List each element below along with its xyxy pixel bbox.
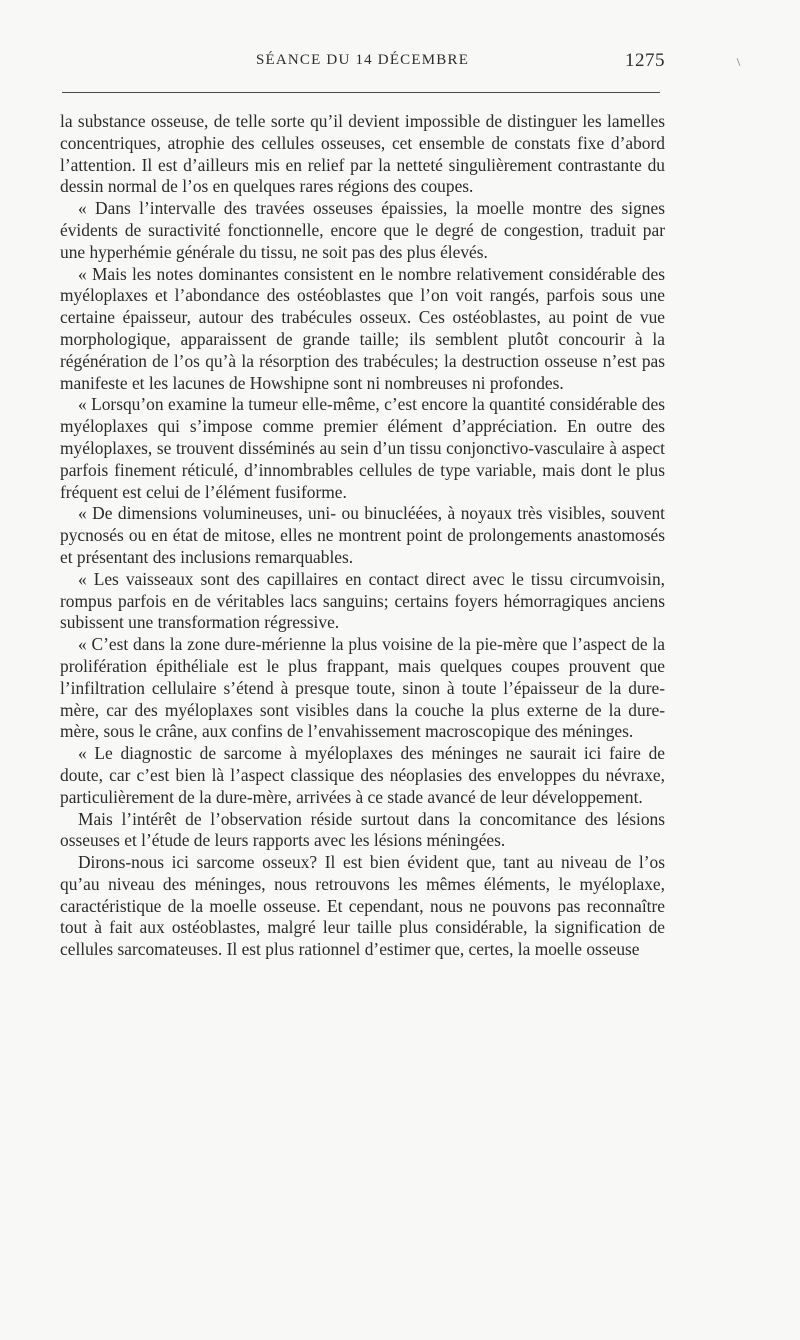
paragraph: « C’est dans la zone dure-mérienne la plus voisine de la pie-mère que l’aspect de la prolifération épithéliale est le plus frappant, mais quelques coupes prouvent que l’infiltration cellulaire s’étend à presque toute, sinon à toute l’épaisseur de la dure-mère, car des myéloplaxes sont visibles dans la couche la plus externe de la dure-mère, sous le crâne, aux confins de l’envahissement macroscopique des méninges. xyxy=(60,634,665,742)
paragraph: « De dimensions volumineuses, uni- ou binucléées, à noyaux très visibles, souvent pycnosés ou en état de mitose, elles ne montrent point de prolongements anastomosés et présentant des inclusions remarquables. xyxy=(60,503,665,567)
running-head xyxy=(60,50,665,74)
paragraph: Mais l’intérêt de l’observation réside surtout dans la concomitance des lésions osseuses et l’étude de leurs rapports avec les lésions méningées. xyxy=(60,808,665,851)
paragraph: « Dans l’intervalle des travées osseuses épaissies, la moelle montre des signes évidents de suractivité fonctionnelle, encore que le degré de congestion, traduit par une hyperhémie générale du tissu, ne soit pas des plus élevés. xyxy=(60,198,665,262)
body-text xyxy=(60,111,665,961)
scan-mark xyxy=(737,58,741,66)
header-rule xyxy=(62,92,660,93)
paragraph: Dirons-nous ici sarcome osseux? Il est bien évident que, tant au niveau de l’os qu’au niveau des méninges, nous retrouvons les mêmes éléments, le myéloplaxe, caractéristique de la moelle osseuse. Et cependant, nous ne pouvons pas reconnaître tout à fait aux ostéoblastes, malgré leur taille plus considérable, la signification de cellules sarcomateuses. Il est plus rationnel d’estimer que, certes, la moelle osseuse xyxy=(60,852,665,960)
paragraph: « Lorsqu’on examine la tumeur elle-même, c’est encore la quantité considérable des myéloplaxes qui s’impose comme premier élément d’appréciation. En outre des myéloplaxes, se trouvent disséminés au sein d’un tissu conjonctivo-vasculaire à aspect parfois finement réticulé, d’innombrables cellules de type variable, mais dont le plus fréquent est celui de l’élément fusiforme. xyxy=(60,394,665,502)
paragraph: « Le diagnostic de sarcome à myéloplaxes des méninges ne saurait ici faire de doute, car c’est bien là l’aspect classique des néoplasies des enveloppes du névraxe, particulièrement de la dure-mère, arrivées à ce stade avancé de leur développement. xyxy=(60,743,665,807)
paragraph: la substance osseuse, de telle sorte qu’il devient impossible de distinguer les lamelles concentriques, atrophie des cellules osseuses, cet ensemble de constats fixe d’abord l’attention. Il est d’ailleurs mis en relief par la netteté singulièrement contrastante du dessin normal de l’os en quelques rares régions des coupes. xyxy=(60,111,665,197)
paragraph: « Les vaisseaux sont des capillaires en contact direct avec le tissu circumvoisin, rompus parfois en de véritables lacs sanguins; certains foyers hémorragiques anciens subissent une transformation régressive. xyxy=(60,568,665,633)
running-title: SÉANCE DU 14 DÉCEMBRE xyxy=(255,52,470,68)
page-number: 1275 xyxy=(625,50,665,71)
paragraph: « Mais les notes dominantes consistent en le nombre relativement considérable des myéloplaxes et l’abondance des ostéoblastes que l’on voit rangés, parfois sous une certaine épaisseur, autour des trabécules osseux. Ces ostéoblastes, au point de vue morphologique, apparaissent de grande taille; ils semblent plutôt concourir à la régénération de l’os qu’à la résorption des trabécules; la destruction osseuse n’est pas manifeste et les lacunes de Howshipne sont ni nombreuses ni profondes. xyxy=(60,263,665,393)
